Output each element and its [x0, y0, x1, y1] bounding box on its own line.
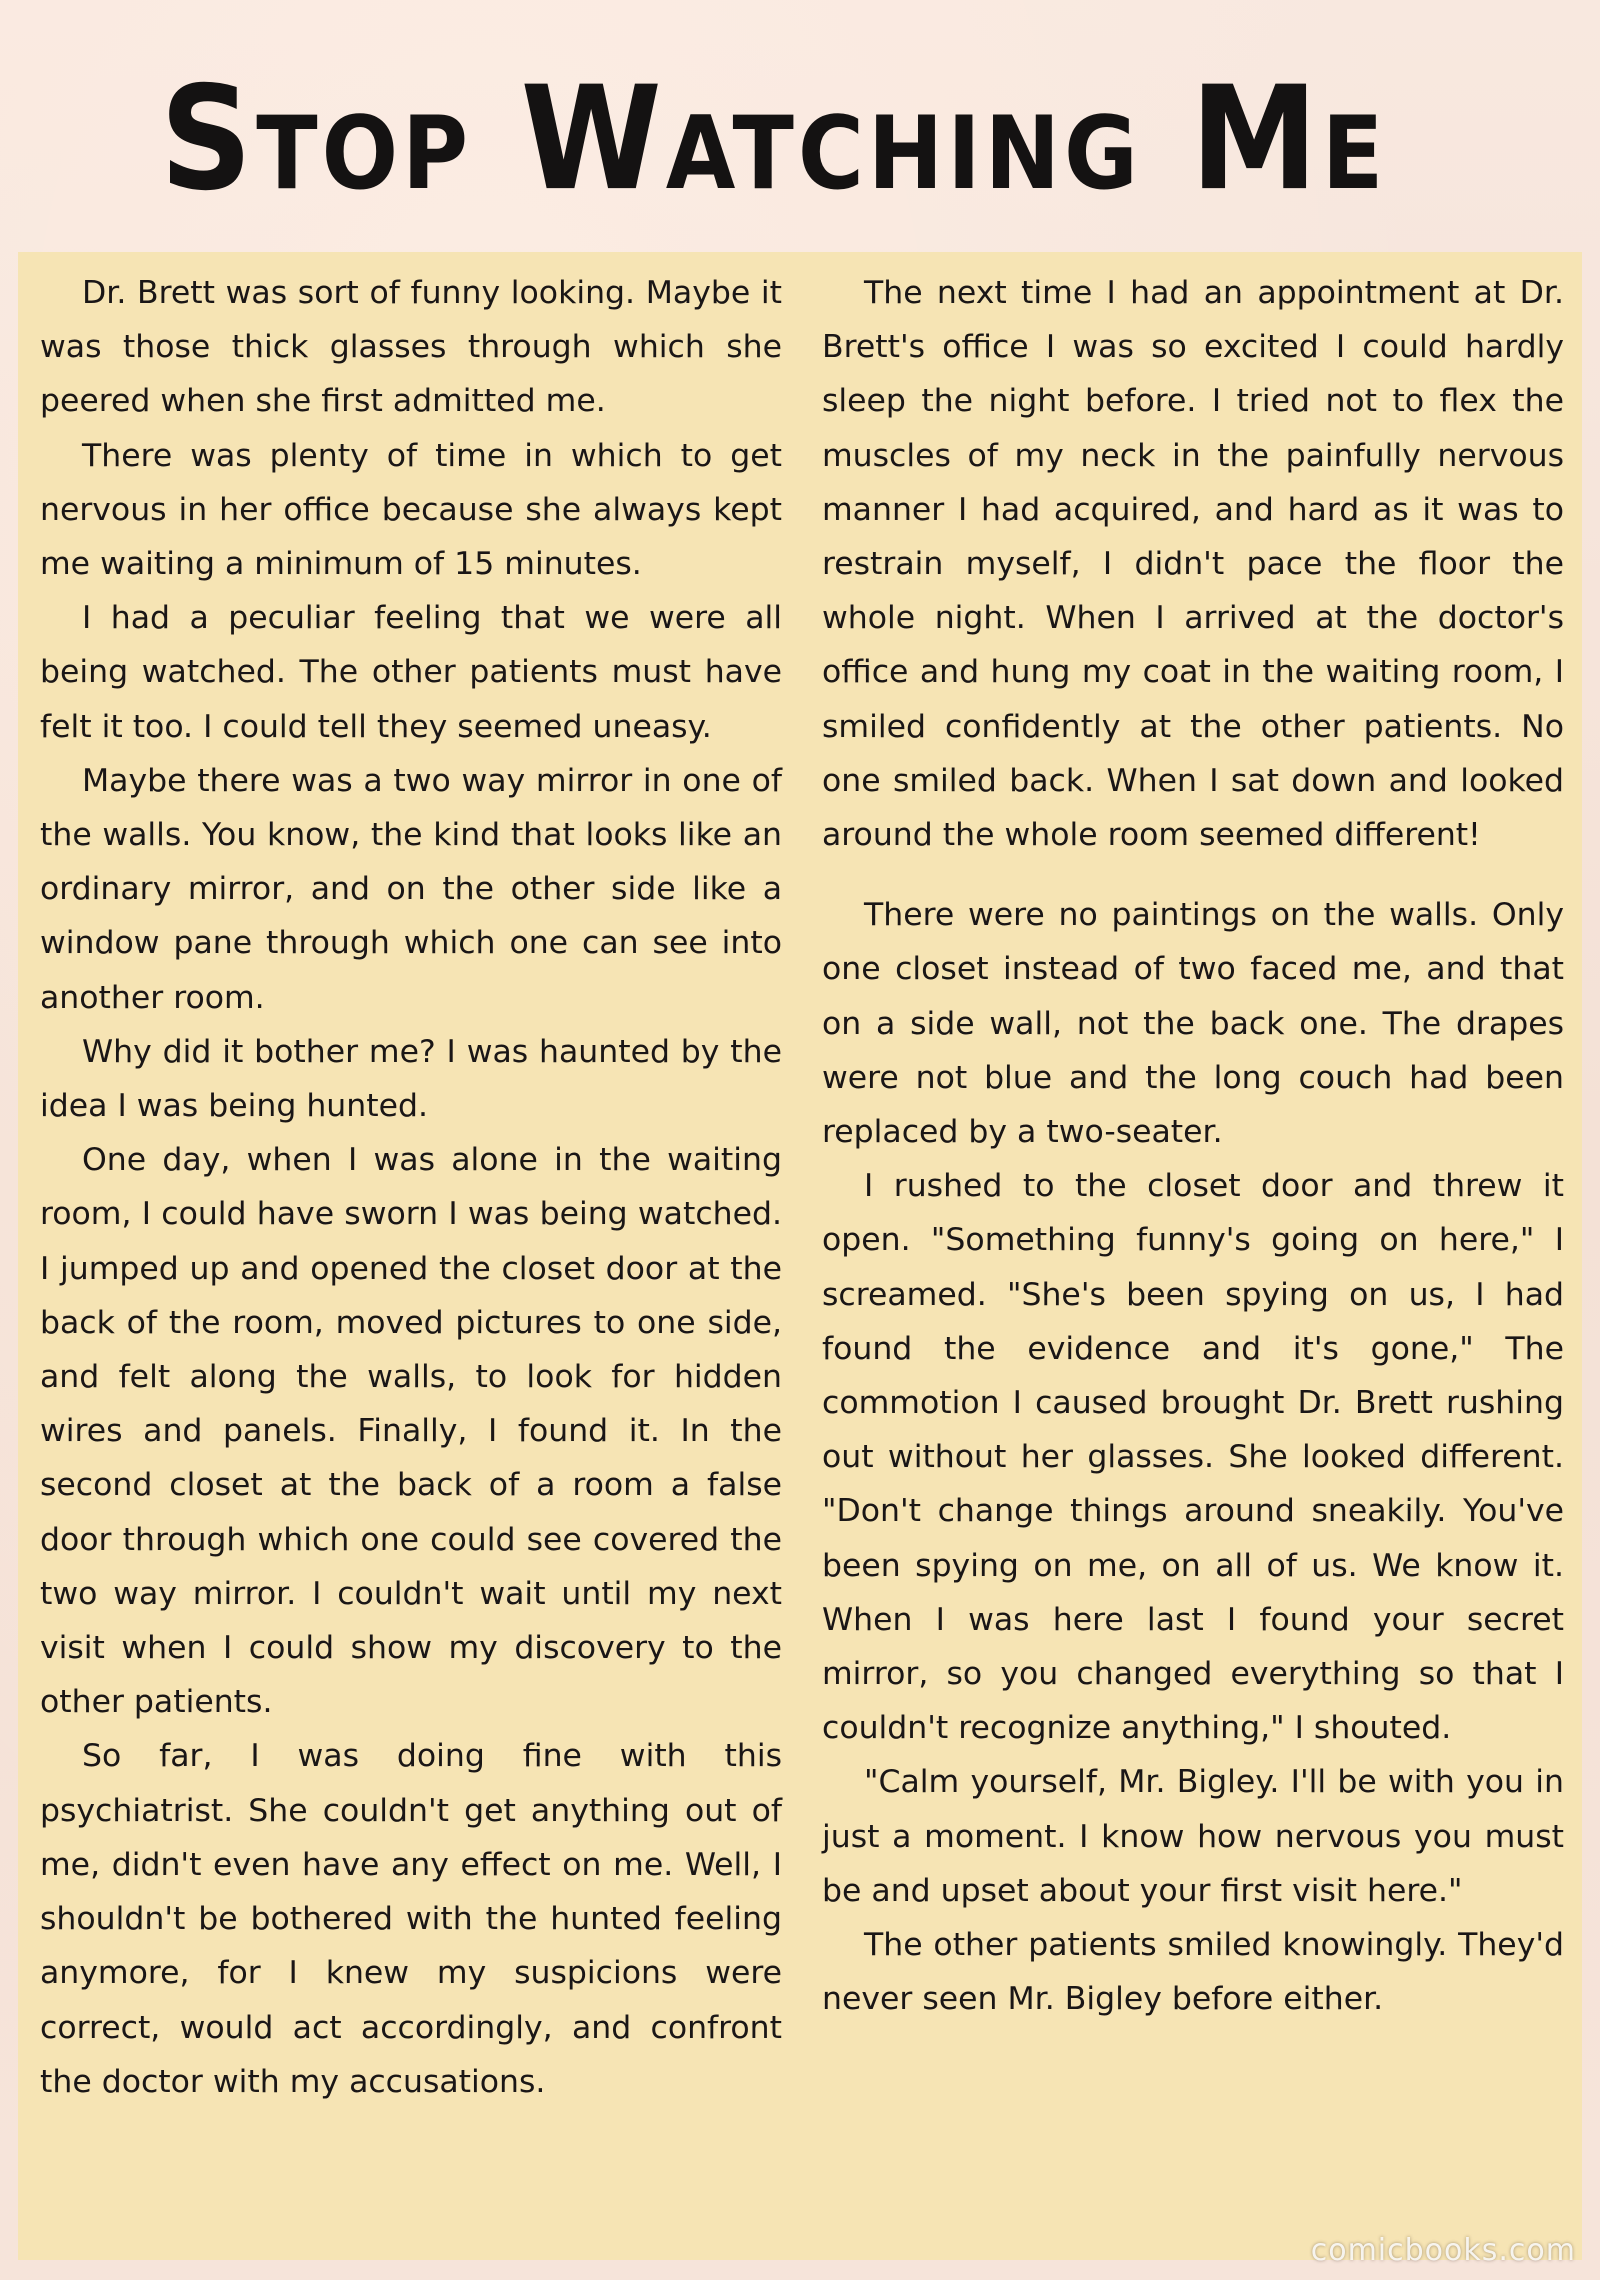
paragraph: "Calm yourself, Mr. Bigley. I'll be with you in just a moment. I know how nervous you must be and upset about your first visit here." — [822, 1764, 1564, 1909]
paragraph: I had a peculiar feeling that we were all being watched. The other patients must have felt it too. I could tell they seemed uneasy. — [40, 600, 782, 745]
paragraph: There was plenty of time in which to get nervous in her office because she always kept me waiting a minimum of 15 minutes. — [40, 437, 782, 583]
paragraph: Dr. Brett was sort of funny looking. Maybe it was those thick glasses through which she peered when she first admitted me. — [40, 275, 782, 420]
story-title: Stop Watching Me — [160, 56, 1388, 223]
paragraph: So far, I was doing fine with this psychiatrist. She couldn't get anything out of me, didn't even have any effect on me. Well, I shouldn't be bothered with the hunted feeling anymore, for I knew my suspicions were correct, would act accordingly, and confront the doctor with my accusations. — [40, 1738, 782, 2100]
paragraph: The next time I had an appointment at Dr. Brett's office I was so excited I could hardly sleep the night before. I tried not to flex the muscles of my neck in the painfully nervous manner I had acquired, and hard as it was to restrain myself, I didn't pace the floor the whole night. When I arrived at the doctor's office and hung my coat in the waiting room, I smiled confidently at the other patients. No one smiled back. When I sat down and looked around the whole room seemed different! — [822, 275, 1564, 854]
watermark-text: comicbooks.com — [1310, 2233, 1576, 2268]
text-column-left — [18, 252, 800, 2260]
paragraph: There were no paintings on the walls. Only one closet instead of two faced me, and that on a side wall, not the back one. The drapes were not blue and the long couch had been replaced by a two-seater. — [822, 897, 1564, 1151]
paragraph: One day, when I was alone in the waiting room, I could have sworn I was being watched. I jumped up and opened the closet door at the back of the room, moved pictures to one side, and felt along the walls, to look for hidden wires and panels. Finally, I found it. In the second closet at the back of a room a false door through which one could see covered the two way mirror. I couldn't wait until my next visit when I could show my discovery to the other patients. — [40, 1142, 782, 1721]
paragraph: Maybe there was a two way mirror in one of the walls. You know, the kind that looks like an ordinary mirror, and on the other side like a window pane through which one can see into another room. — [40, 762, 782, 1016]
text-column-right — [800, 252, 1582, 2260]
paragraph: Why did it bother me? I was haunted by the idea I was being hunted. — [40, 1033, 782, 1125]
paragraph: I rushed to the closet door and threw it open. "Something funny's going on here," I screamed. "She's been spying on us, I had found the evidence and it's gone," The commotion I caused brought Dr. Brett rushing out without her glasses. She looked different. "Don't change things around sneakily. You've been spying on me, on all of us. We know it. When I was here last I found your secret mirror, so you changed everything so that I couldn't recognize anything," I shouted. — [822, 1168, 1564, 1747]
paragraph: The other patients smiled knowingly. They'd never seen Mr. Bigley before either. — [822, 1927, 1564, 2018]
